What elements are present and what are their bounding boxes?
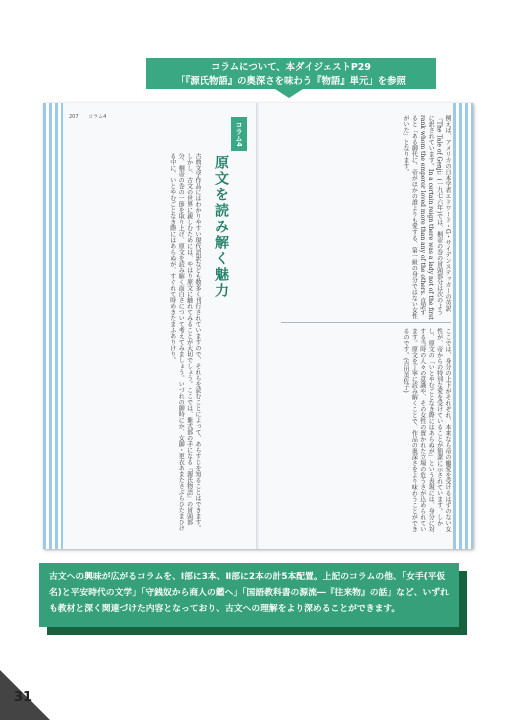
reference-banner <box>146 58 436 89</box>
right-page-upper-text: 例えば、アメリカの日本学者エドワード・G・サイデンステッカーの英訳『The Tale of Genji』(一九七六年)では、桐壺の巻の冒頭部分は次のように訳されています。In a certain reign there was a lady not of the first rank whom the emperor loved more than any of the others. 直訳すると「ある御代に、帝がほかの誰よりも愛する、第一級の身分ではない女性がいた」となります。 <box>401 115 451 320</box>
left-page-number: 207 <box>69 114 79 120</box>
summary-text: 古文への興味が広がるコラムを、Ⅰ部に3本、Ⅱ部に2本の計5本配置。上記のコラムの他、「女手(平仮名)と平安時代の文学」「守銭奴から商人の鑑へ」「国語教科書の源流―『往来物』の話」など、いずれも教材と深く関連づけた内容となっており、古文への理解をより深めることができます。 <box>39 563 459 627</box>
right-page-decorative-stripes <box>453 103 473 549</box>
running-head-label: コラム4 <box>88 114 107 120</box>
page-number: 31 <box>14 690 33 705</box>
section-divider <box>281 322 451 323</box>
summary-box <box>39 563 471 639</box>
banner-line-1: コラムについて、本ダイジェストP29 <box>211 62 371 73</box>
left-page-body-text: 古典文学作品にはわかりやすい現代語訳なども数多く刊行されていますので、それらを読むことによって、あらすじを知ることはできます。しかし、古文の世界に親しむためには、やはり原文に触れてみることが大切でしょう。ここでは、紫式部の手になる『源氏物語』の冒頭部分、桐壺の巻の一節を取り上げ、原文を読み解く面白さについて考えてみましょう。いづれの御時にか、女御・更衣あまたさぶらひたまひける中に、いとやむごとなき際にはあらぬが、すぐれて時めきたまふありけり。 <box>168 153 201 531</box>
textbook-spread-image <box>43 103 473 549</box>
left-page <box>43 103 257 549</box>
right-page <box>259 103 473 549</box>
column-heading: 原文を読み解く魅力 <box>213 155 229 299</box>
right-page-lower-text: ここでは、身分の上下がそれぞれ、本来なら帝の寵愛を受けるはずのない女性が、帝からの特別な愛を受けていることが簡潔に示されています。しかし、原文の「いとやむごとなき際にはあらぬが」という表現には、身分に対する当時の人々の意識や、その女性の置かれた立場の危うさが込められています。原文を丁寧に読み解くことで、作品の奥深さをより味わうことができるのです。(吉田美佐子) <box>401 328 451 532</box>
banner-line-2: 「『源氏物語』の奥深さを味わう『物語』単元」を参照 <box>176 76 406 87</box>
column-title-badge: コラム4 <box>231 117 247 151</box>
banner-pointer <box>275 89 303 98</box>
running-head <box>69 113 114 120</box>
left-page-decorative-stripes <box>43 103 63 549</box>
